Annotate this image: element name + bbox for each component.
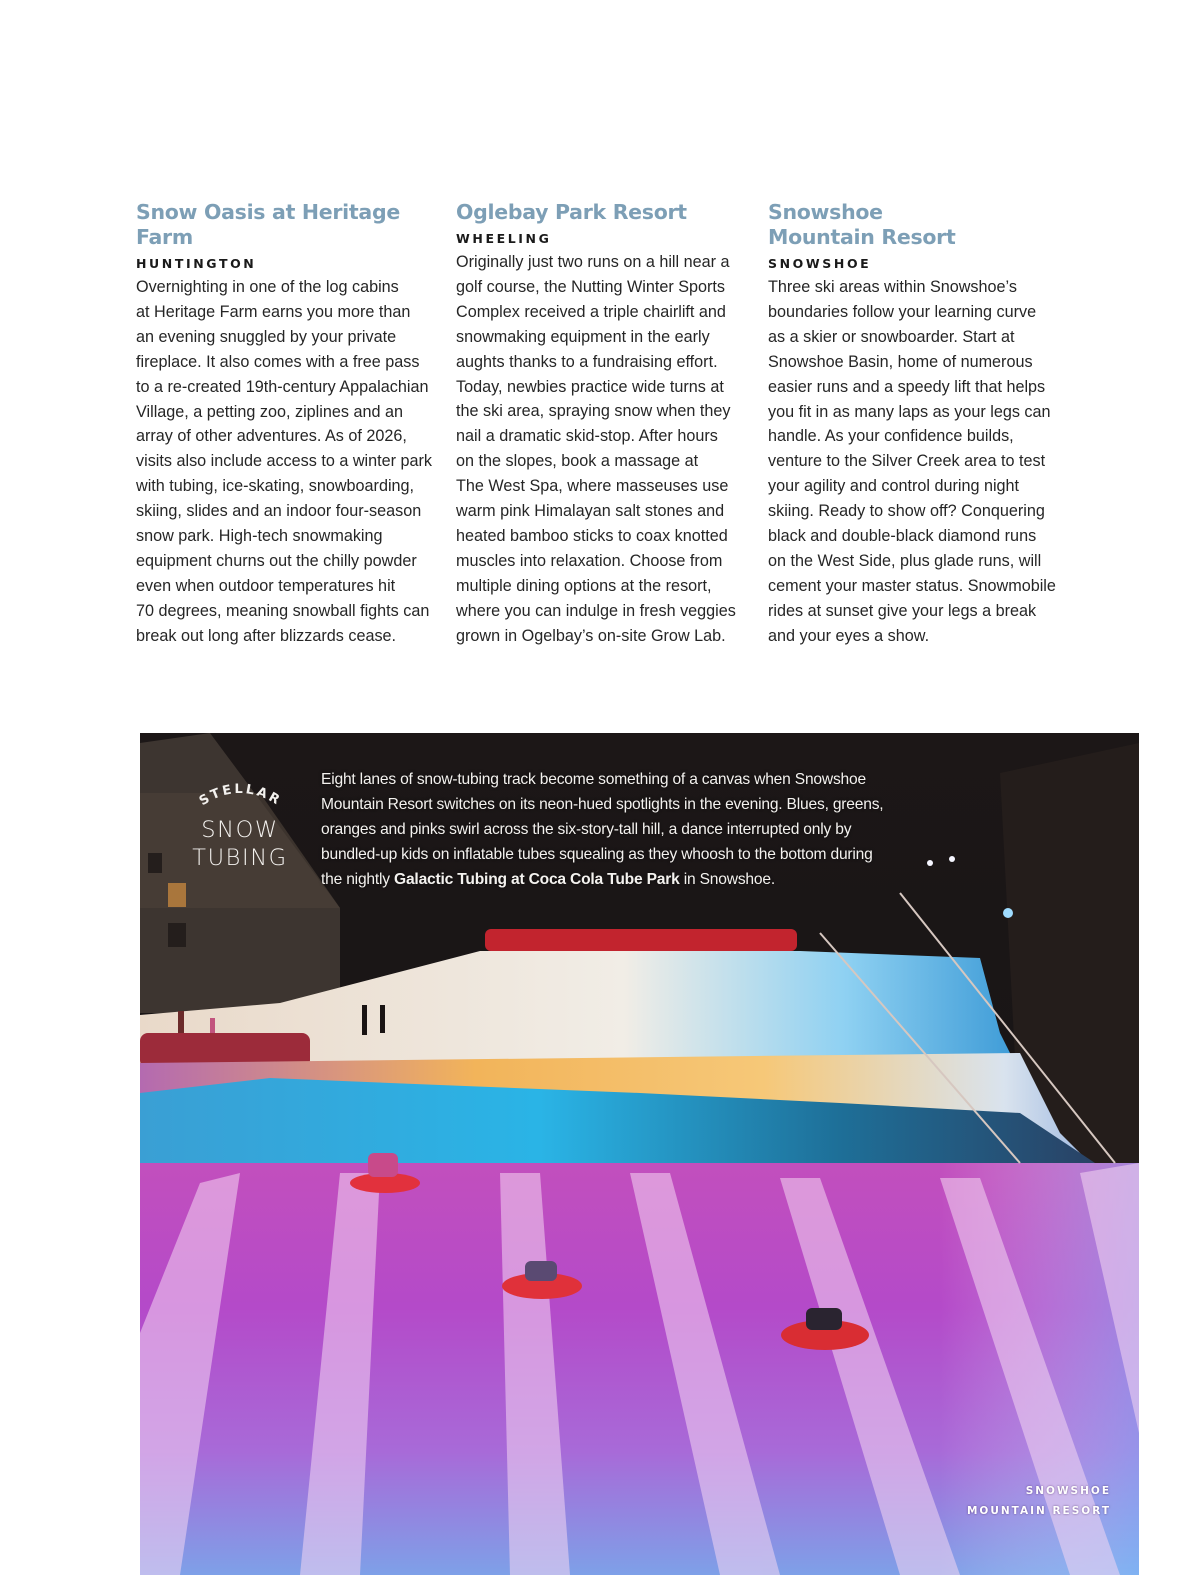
body-line: golf course, the Nutting Winter Sports: [456, 277, 726, 296]
photo-credit-line: SNOWSHOE: [1025, 1485, 1111, 1497]
caption-line: [321, 867, 921, 892]
venue-column-heritage-farm: [136, 200, 436, 649]
caption-text: in Snowshoe.: [679, 871, 775, 888]
venue-description: [768, 275, 1058, 649]
body-line: where you can indulge in fresh veggies: [456, 601, 736, 620]
body-line: you fit in as many laps as your legs can: [768, 402, 1051, 421]
body-line: equipment churns out the chilly powder: [136, 551, 417, 570]
venue-column-oglebay: [456, 200, 746, 649]
venue-location: HUNTINGTON: [136, 256, 257, 271]
photo-credit: [967, 1481, 1111, 1521]
caption-line: oranges and pinks swirl across the six-story-tall hill, a dance interrupted only by: [321, 821, 852, 838]
body-line: Today, newbies practice wide turns at: [456, 377, 724, 396]
headline-line: SNOW: [201, 817, 279, 843]
body-line: on the West Side, plus glade runs, will: [768, 551, 1042, 570]
venue-title-line: Snowshoe: [768, 200, 883, 224]
body-line: snow park. High-tech snowmaking: [136, 527, 383, 546]
body-line: at Heritage Farm earns you more than: [136, 302, 411, 321]
venue-title-line: Oglebay Park Resort: [456, 200, 687, 224]
venue-title: [136, 200, 436, 250]
body-line: skiing. Ready to show off? Conquering: [768, 502, 1045, 521]
body-line: to a re-created 19th-century Appalachian: [136, 377, 429, 396]
venue-description: [136, 275, 436, 649]
body-line: break out long after blizzards cease.: [136, 626, 397, 645]
caption-line: Mountain Resort switches on its neon-hued spotlights in the evening. Blues, greens,: [321, 796, 884, 813]
body-line: your agility and control during night: [768, 477, 1020, 496]
body-line: 70 degrees, meaning snowball fights can: [136, 601, 430, 620]
body-line: fireplace. It also comes with a free pass: [136, 352, 420, 371]
venue-title: [768, 200, 1058, 250]
body-line: The West Spa, where masseuses use: [456, 477, 729, 496]
body-line: and your eyes a show.: [768, 626, 930, 645]
body-line: Complex received a triple chairlift and: [456, 302, 726, 321]
body-line: Snowshoe Basin, home of numerous: [768, 352, 1033, 371]
body-line: with tubing, ice-skating, snowboarding,: [136, 477, 415, 496]
body-line: venture to the Silver Creek area to test: [768, 452, 1046, 471]
body-line: warm pink Himalayan salt stones and: [456, 502, 725, 521]
venue-location: SNOWSHOE: [768, 256, 872, 271]
body-line: an evening snuggled by your private: [136, 327, 397, 346]
photo-credit-line: MOUNTAIN RESORT: [966, 1505, 1111, 1517]
body-line: boundaries follow your learning curve: [768, 302, 1037, 321]
body-line: Originally just two runs on a hill near a: [456, 253, 730, 271]
venue-title-line: Snow Oasis at Heritage: [136, 200, 400, 224]
body-line: grown in Ogelbay’s on-site Grow Lab.: [456, 626, 726, 645]
venue-column-snowshoe: [768, 200, 1058, 649]
caption-venue-name: Galactic Tubing at Coca Cola Tube Park: [394, 871, 680, 888]
body-line: the ski area, spraying snow when they: [456, 402, 731, 421]
body-line: handle. As your confidence builds,: [768, 427, 1014, 446]
kicker-stellar: [188, 775, 293, 815]
headline-line: TUBING: [192, 845, 288, 871]
venue-title: [456, 200, 746, 225]
body-line: aughts thanks to a fundraising effort.: [456, 352, 718, 371]
body-line: multiple dining options at the resort,: [456, 576, 712, 595]
body-line: black and double-black diamond runs: [768, 527, 1037, 546]
caption-line: bundled-up kids on inflatable tubes squealing as they whoosh to the bottom during: [321, 846, 873, 863]
body-line: nail a dramatic skid-stop. After hours: [456, 427, 718, 446]
caption-line: Eight lanes of snow-tubing track become something of a canvas when Snowshoe: [321, 771, 866, 788]
venue-title-line: Farm: [136, 225, 193, 249]
body-line: heated bamboo sticks to coax knotted: [456, 526, 728, 545]
body-line: even when outdoor temperatures hit: [136, 576, 396, 595]
body-line: as a skier or snowboarder. Start at: [768, 327, 1015, 346]
body-line: easier runs and a speedy lift that helps: [768, 377, 1046, 396]
body-line: skiing, slides and an indoor four-season: [136, 502, 422, 521]
venue-title-line: Mountain Resort: [768, 225, 956, 249]
body-line: visits also include access to a winter park: [136, 452, 432, 471]
body-line: muscles into relaxation. Choose from: [456, 551, 723, 570]
body-line: cement your master status. Snowmobile: [768, 576, 1056, 595]
feature-headline: [180, 816, 300, 872]
body-line: rides at sunset give your legs a break: [768, 601, 1037, 620]
svg-text:STELLAR: STELLAR: [196, 781, 285, 810]
body-line: array of other adventures. As of 2026,: [136, 427, 407, 446]
body-line: on the slopes, book a massage at: [456, 452, 699, 471]
venue-description: [456, 250, 746, 649]
caption-text: the nightly: [321, 871, 395, 888]
body-line: Overnighting in one of the log cabins: [136, 278, 399, 296]
feature-photo: [140, 733, 1139, 1575]
body-line: snowmaking equipment in the early: [456, 327, 710, 346]
body-line: Village, a petting zoo, ziplines and an: [136, 402, 403, 421]
feature-caption: [321, 767, 921, 892]
venue-location: WHEELING: [456, 231, 552, 246]
body-line: Three ski areas within Snowshoe’s: [768, 278, 1017, 296]
